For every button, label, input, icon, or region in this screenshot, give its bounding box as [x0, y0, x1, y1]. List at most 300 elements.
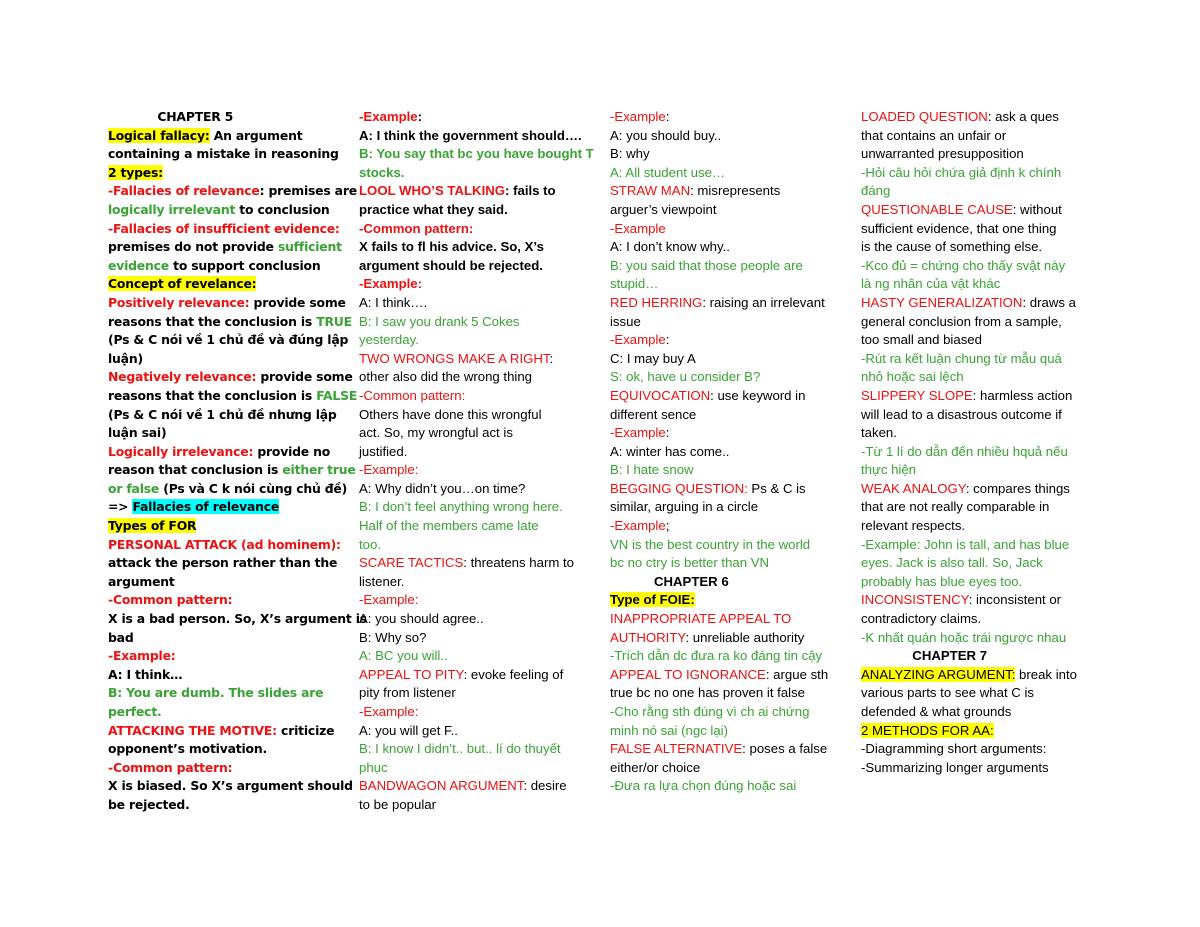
text-segment: perfect.	[108, 704, 162, 719]
text-line	[861, 350, 1096, 369]
text-line	[108, 480, 348, 499]
text-segment: -Common pattern:	[108, 592, 233, 608]
text-segment: is the cause of something else.	[861, 239, 1043, 255]
text-line	[861, 127, 1096, 146]
text-segment: ATTACKING THE MOTIVE:	[108, 722, 277, 738]
text-segment: argument should be rejected.	[359, 257, 543, 273]
text-line	[610, 406, 842, 425]
text-line	[610, 666, 842, 685]
text-segment: APPEAL TO PITY	[359, 666, 464, 682]
text-line	[108, 368, 353, 387]
text-segment: : harmless action	[972, 387, 1073, 403]
text-line	[610, 182, 842, 201]
text-line	[108, 145, 340, 164]
text-line	[610, 238, 842, 257]
text-segment: yesterday.	[359, 332, 419, 348]
text-line	[861, 591, 1096, 610]
text-segment: attack the person rather than the	[108, 555, 338, 571]
text-segment: Types of FOR	[108, 518, 197, 534]
text-line	[108, 350, 340, 369]
text-segment: unwarranted presupposition	[861, 146, 1024, 162]
text-line	[359, 554, 591, 573]
text-line	[359, 331, 591, 350]
text-line	[861, 368, 1096, 387]
text-segment: or false	[108, 480, 160, 496]
text-line	[108, 201, 340, 220]
text-segment: TWO WRONGS MAKE A RIGHT	[359, 350, 550, 366]
text-line	[359, 629, 591, 648]
text-segment: -Example	[610, 220, 666, 236]
text-segment: AUTHORITY	[610, 629, 686, 645]
text-line	[359, 406, 591, 425]
text-segment: sufficient	[277, 239, 342, 255]
text-line	[861, 145, 1096, 164]
text-segment: : inconsistent or	[968, 592, 1062, 608]
text-segment: act. So, my wrongful act is	[359, 425, 513, 441]
text-line	[108, 777, 353, 796]
text-segment: different sence	[610, 406, 697, 422]
text-line	[108, 387, 358, 406]
text-segment: will lead to a disastrous outcome if	[861, 406, 1062, 422]
text-segment: argument	[108, 573, 175, 589]
text-line	[108, 424, 340, 443]
text-line	[108, 666, 340, 685]
text-segment: -Example:	[359, 462, 419, 478]
text-segment: stocks.	[359, 164, 405, 180]
text-segment: A: you should agree..	[359, 611, 484, 627]
text-line	[861, 740, 1096, 759]
text-segment: too.	[359, 536, 381, 552]
text-segment: =>	[108, 499, 133, 515]
text-segment: A: I think….	[359, 294, 428, 310]
text-line	[359, 517, 591, 536]
text-segment: ;	[665, 518, 670, 534]
text-segment: SCARE TACTICS	[359, 555, 464, 571]
text-segment: -Diagramming short arguments:	[861, 741, 1047, 757]
text-segment: (Ps & C nói về 1 chủ đề nhưng lập	[108, 406, 337, 422]
text-segment: logically irrelevant	[108, 201, 236, 217]
text-segment: opponent’s motivation.	[108, 741, 267, 757]
text-segment: contradictory claims.	[861, 611, 982, 627]
text-segment: either true	[282, 462, 356, 478]
text-segment: A: you will get F..	[359, 722, 458, 738]
text-segment: evidence	[108, 257, 169, 273]
text-segment: luận sai)	[108, 425, 167, 441]
text-segment: LOADED QUESTION	[861, 109, 988, 124]
text-line	[861, 275, 1096, 294]
text-line	[610, 424, 842, 443]
text-segment: -Từ 1 lí do dẫn đến nhiều hquả nếu	[861, 443, 1068, 459]
text-line	[359, 145, 594, 164]
text-segment: A: I think…	[108, 666, 183, 682]
text-line	[359, 368, 591, 387]
text-line	[610, 294, 842, 313]
text-segment: -Trích dẫn dc đưa ra ko đáng tin cậy	[610, 648, 823, 664]
text-line	[861, 666, 1096, 685]
text-segment: : ask a ques	[987, 109, 1059, 124]
text-line	[861, 703, 1096, 722]
text-line	[861, 201, 1096, 220]
text-line	[861, 573, 1096, 592]
text-segment: : fails to	[505, 183, 556, 199]
text-line	[610, 368, 842, 387]
text-segment: CHAPTER 5	[108, 109, 234, 124]
text-line	[610, 387, 842, 406]
text-line	[610, 145, 842, 164]
text-line	[108, 275, 340, 294]
text-line	[108, 461, 356, 480]
text-segment: true bc no one has proven it false	[610, 685, 806, 701]
text-segment: similar, arguing in a circle	[610, 499, 759, 515]
text-segment: general conclusion from a sample,	[861, 313, 1062, 329]
text-segment: FALSE	[316, 387, 358, 403]
text-line	[610, 573, 842, 592]
text-line	[108, 722, 340, 741]
text-segment: taken.	[861, 425, 897, 441]
text-segment: -Example	[610, 109, 666, 124]
text-line	[359, 740, 591, 759]
text-line	[861, 684, 1096, 703]
text-line	[359, 257, 591, 276]
text-line	[108, 313, 352, 332]
text-segment: : without	[1012, 201, 1062, 217]
text-line	[108, 443, 340, 462]
text-segment: too small and biased	[861, 332, 982, 348]
text-line	[359, 387, 591, 406]
text-segment: luận)	[108, 350, 143, 366]
text-segment: containing a mistake in reasoning	[108, 146, 339, 162]
text-line	[108, 127, 340, 146]
text-line	[108, 238, 340, 257]
text-segment: various parts to see what C is	[861, 685, 1034, 701]
text-line	[610, 536, 842, 555]
text-line	[359, 220, 591, 239]
text-segment: A: Why didn’t you…on time?	[359, 480, 526, 496]
text-segment: Positively relevance:	[108, 294, 250, 310]
text-segment: -Example:	[108, 648, 176, 664]
text-segment: -Common pattern:	[359, 387, 466, 403]
text-segment: X is a bad person. So, X’s argument is	[108, 611, 367, 627]
text-segment: be rejected.	[108, 796, 190, 812]
text-line	[861, 554, 1096, 573]
text-line	[861, 647, 1096, 666]
text-segment: : argue sth	[765, 666, 829, 682]
text-line	[610, 331, 842, 350]
text-segment: PERSONAL ATTACK (ad hominem):	[108, 536, 341, 552]
text-line	[610, 610, 842, 629]
text-line	[861, 406, 1096, 425]
text-line	[108, 647, 340, 666]
text-segment: Logical fallacy:	[108, 127, 210, 143]
text-segment: INAPPROPRIATE APPEAL TO	[610, 611, 792, 627]
text-segment: -Example:	[359, 592, 419, 608]
text-line	[108, 406, 340, 425]
text-line	[359, 684, 591, 703]
text-segment: Type of FOIE:	[610, 592, 695, 608]
text-segment: to support conclusion	[168, 257, 321, 273]
text-segment: -Hỏi câu hỏi chứa giả định k chính	[861, 164, 1062, 180]
text-segment: B: You are dumb. The slides are	[108, 685, 324, 701]
text-segment: BEGGING QUESTION:	[610, 480, 748, 496]
text-line	[108, 554, 340, 573]
text-line	[108, 257, 340, 276]
text-line	[359, 759, 591, 778]
text-segment: -Example	[359, 109, 418, 124]
text-line	[610, 703, 842, 722]
text-segment: bad	[108, 629, 134, 645]
text-line	[610, 498, 842, 517]
text-line	[359, 722, 591, 741]
text-segment: B: I don’t feel anything wrong here.	[359, 499, 563, 515]
text-line	[861, 387, 1096, 406]
text-line	[610, 722, 842, 741]
text-segment: Logically irrelevance:	[108, 443, 254, 459]
text-segment: A: I think the government should….	[359, 127, 582, 143]
text-line	[359, 350, 591, 369]
text-line	[359, 647, 591, 666]
text-segment: B: I hate snow	[610, 462, 694, 478]
text-segment: B: You say that bc you have bought T	[359, 146, 594, 162]
text-line	[108, 703, 340, 722]
text-line	[108, 573, 340, 592]
text-segment: defended & what grounds	[861, 704, 1012, 719]
text-segment: FALSE ALTERNATIVE	[610, 741, 743, 757]
text-segment: : premises are	[259, 183, 357, 199]
text-line	[359, 536, 591, 555]
text-line	[861, 424, 1096, 443]
text-segment: (Ps và C k nói cùng chủ đề)	[159, 480, 348, 496]
text-line	[108, 591, 340, 610]
text-line	[861, 759, 1096, 778]
text-line	[359, 275, 591, 294]
text-line	[610, 777, 842, 796]
text-segment: STRAW MAN	[610, 183, 691, 199]
text-segment: that contains an unfair or	[861, 127, 1007, 143]
text-segment: eyes. Jack is also tall. So, Jack	[861, 555, 1043, 571]
text-segment: CHAPTER 7	[861, 648, 988, 664]
text-segment: B: I know I didn’t.. but.. lí do thuyết	[359, 741, 561, 757]
text-segment: A: BC you will..	[359, 648, 448, 664]
text-segment: WEAK ANALOGY	[861, 480, 966, 496]
text-line	[861, 331, 1096, 350]
text-segment: C: I may buy A	[610, 350, 696, 366]
text-line	[610, 443, 842, 462]
text-segment: reasons that the conclusion is	[108, 313, 317, 329]
text-line	[861, 313, 1096, 332]
text-segment: SLIPPERY SLOPE	[861, 387, 973, 403]
text-line	[610, 164, 842, 183]
text-segment: -Rút ra kết luận chung từ mẫu quá	[861, 350, 1062, 366]
text-line	[861, 443, 1096, 462]
text-segment: Ps & C is	[747, 480, 806, 496]
text-segment: : misrepresents	[690, 183, 781, 199]
notes-column-4	[861, 108, 1096, 777]
text-line	[610, 257, 842, 276]
text-line	[359, 182, 591, 201]
text-segment: BANDWAGON ARGUMENT	[359, 778, 524, 794]
text-segment: : poses a false	[742, 741, 828, 757]
text-segment: B: you said that those people are	[610, 257, 803, 273]
text-segment: break into	[1015, 666, 1077, 682]
text-line	[108, 108, 340, 127]
text-line	[610, 517, 842, 536]
text-segment: :	[665, 109, 670, 124]
text-line	[359, 238, 591, 257]
text-segment: minh nó sai (ngc lại)	[610, 722, 729, 738]
text-segment: -Example:	[359, 704, 419, 719]
text-segment: -Example	[610, 332, 666, 348]
text-segment: (Ps & C nói về 1 chủ đề và đúng lập	[108, 332, 349, 348]
text-line	[861, 480, 1096, 499]
text-segment: EQUIVOCATION	[610, 387, 711, 403]
text-line	[861, 220, 1096, 239]
text-line	[359, 610, 591, 629]
text-segment: probably has blue eyes too.	[861, 573, 1023, 589]
text-line	[610, 313, 842, 332]
text-line	[108, 740, 340, 759]
text-line	[610, 201, 842, 220]
text-segment: either/or choice	[610, 759, 701, 775]
text-line	[861, 164, 1096, 183]
text-line	[861, 182, 1096, 201]
text-line	[359, 443, 591, 462]
text-segment: bc no ctry is better than VN	[610, 555, 770, 571]
text-line	[359, 164, 591, 183]
text-line	[108, 517, 340, 536]
text-segment: INCONSISTENCY	[861, 592, 969, 608]
text-line	[359, 201, 591, 220]
text-segment: :	[665, 425, 670, 441]
text-line	[359, 313, 591, 332]
text-segment: LOOL WHO’S TALKING	[359, 183, 506, 199]
text-segment: : raising an irrelevant	[702, 294, 825, 310]
text-segment: issue	[610, 313, 641, 329]
text-line	[359, 108, 591, 127]
text-segment: :	[417, 109, 423, 124]
text-line	[610, 591, 842, 610]
text-segment: VN is the best country in the world	[610, 536, 811, 552]
text-line	[108, 536, 340, 555]
text-line	[610, 740, 842, 759]
text-segment: B: Why so?	[359, 629, 427, 645]
text-segment: justified.	[359, 443, 408, 459]
text-line	[108, 610, 367, 629]
text-segment: nhỏ hoặc sai lệch	[861, 369, 964, 385]
text-line	[108, 629, 340, 648]
text-line	[359, 461, 591, 480]
text-segment: -Kco đủ = chứng cho thấy svật này	[861, 257, 1066, 273]
text-segment: B: I saw you drank 5 Cokes	[359, 313, 520, 329]
text-line	[610, 647, 842, 666]
text-line	[359, 796, 591, 815]
text-segment: listener.	[359, 573, 405, 589]
text-segment: :	[549, 350, 554, 366]
text-line	[861, 629, 1096, 648]
text-segment: -Example:	[359, 276, 423, 292]
text-segment: là ng nhân của vật khác	[861, 276, 1001, 292]
text-line	[610, 684, 842, 703]
text-line	[610, 127, 842, 146]
text-line	[108, 759, 340, 778]
text-segment: 2 METHODS FOR AA:	[861, 722, 994, 738]
text-line	[610, 759, 842, 778]
text-line	[108, 220, 340, 239]
text-segment: :	[665, 332, 670, 348]
notes-column-2	[359, 108, 594, 815]
text-line	[359, 777, 591, 796]
text-segment: provide some	[249, 294, 346, 310]
text-line	[108, 164, 340, 183]
text-line	[610, 220, 842, 239]
text-segment: to conclusion	[235, 201, 330, 217]
text-line	[861, 610, 1096, 629]
text-line	[359, 703, 591, 722]
text-line	[359, 127, 591, 146]
text-line	[359, 480, 591, 499]
text-segment: -K nhất quán hoặc trái ngược nhau	[861, 629, 1067, 645]
text-segment: A: winter has come..	[610, 443, 730, 459]
text-segment: provide some	[256, 369, 353, 385]
text-segment: criticize	[276, 722, 335, 738]
text-segment: -Summarizing longer arguments	[861, 759, 1049, 775]
text-segment: : use keyword in	[710, 387, 806, 403]
text-segment: A: I don’t know why..	[610, 239, 730, 255]
text-segment: other also did the wrong thing	[359, 369, 533, 385]
text-segment: QUESTIONABLE CAUSE	[861, 201, 1013, 217]
text-segment: APPEAL TO IGNORANCE	[610, 666, 766, 682]
text-segment: HASTY GENERALIZATION	[861, 294, 1023, 310]
text-segment: X fails to fl his advice. So, X’s	[359, 239, 544, 255]
text-segment: : compares things	[965, 480, 1070, 496]
text-segment: : draws a	[1022, 294, 1076, 310]
text-segment: CHAPTER 6	[610, 573, 729, 589]
text-segment: Others have done this wrongful	[359, 406, 542, 422]
text-segment: : desire	[523, 778, 567, 794]
text-segment: -Đưa ra lựa chọn đúng hoặc sai	[610, 778, 797, 794]
text-line	[861, 722, 1096, 741]
text-segment: -Common pattern:	[108, 759, 233, 775]
text-line	[861, 498, 1096, 517]
text-segment: Negatively relevance:	[108, 369, 257, 385]
text-line	[359, 294, 591, 313]
text-line	[610, 275, 842, 294]
text-segment: Concept of revelance:	[108, 276, 257, 292]
text-line	[359, 591, 591, 610]
text-segment: -Example: John is tall, and has blue	[861, 536, 1070, 552]
text-segment: thực hiện	[861, 462, 917, 478]
text-line	[861, 294, 1096, 313]
text-line	[108, 182, 357, 201]
text-segment: B: why	[610, 146, 650, 162]
text-segment: sufficient evidence, that one thing	[861, 220, 1057, 236]
text-segment: : unreliable authority	[685, 629, 805, 645]
text-segment: An argument	[209, 127, 303, 143]
text-line	[861, 257, 1096, 276]
text-line	[610, 480, 842, 499]
text-segment: phục	[359, 759, 388, 775]
text-segment: 2 types:	[108, 164, 163, 180]
text-segment: -Fallacies of relevance	[108, 183, 260, 199]
text-line	[610, 350, 842, 369]
text-line	[108, 294, 346, 313]
text-segment: -Example	[610, 425, 666, 441]
text-segment: premises do not provide	[108, 239, 278, 255]
text-segment: : evoke feeling of	[463, 666, 564, 682]
text-segment: TRUE	[316, 313, 352, 329]
text-line	[861, 517, 1096, 536]
text-line	[610, 554, 842, 573]
text-segment: S: ok, have u consider B?	[610, 369, 761, 385]
